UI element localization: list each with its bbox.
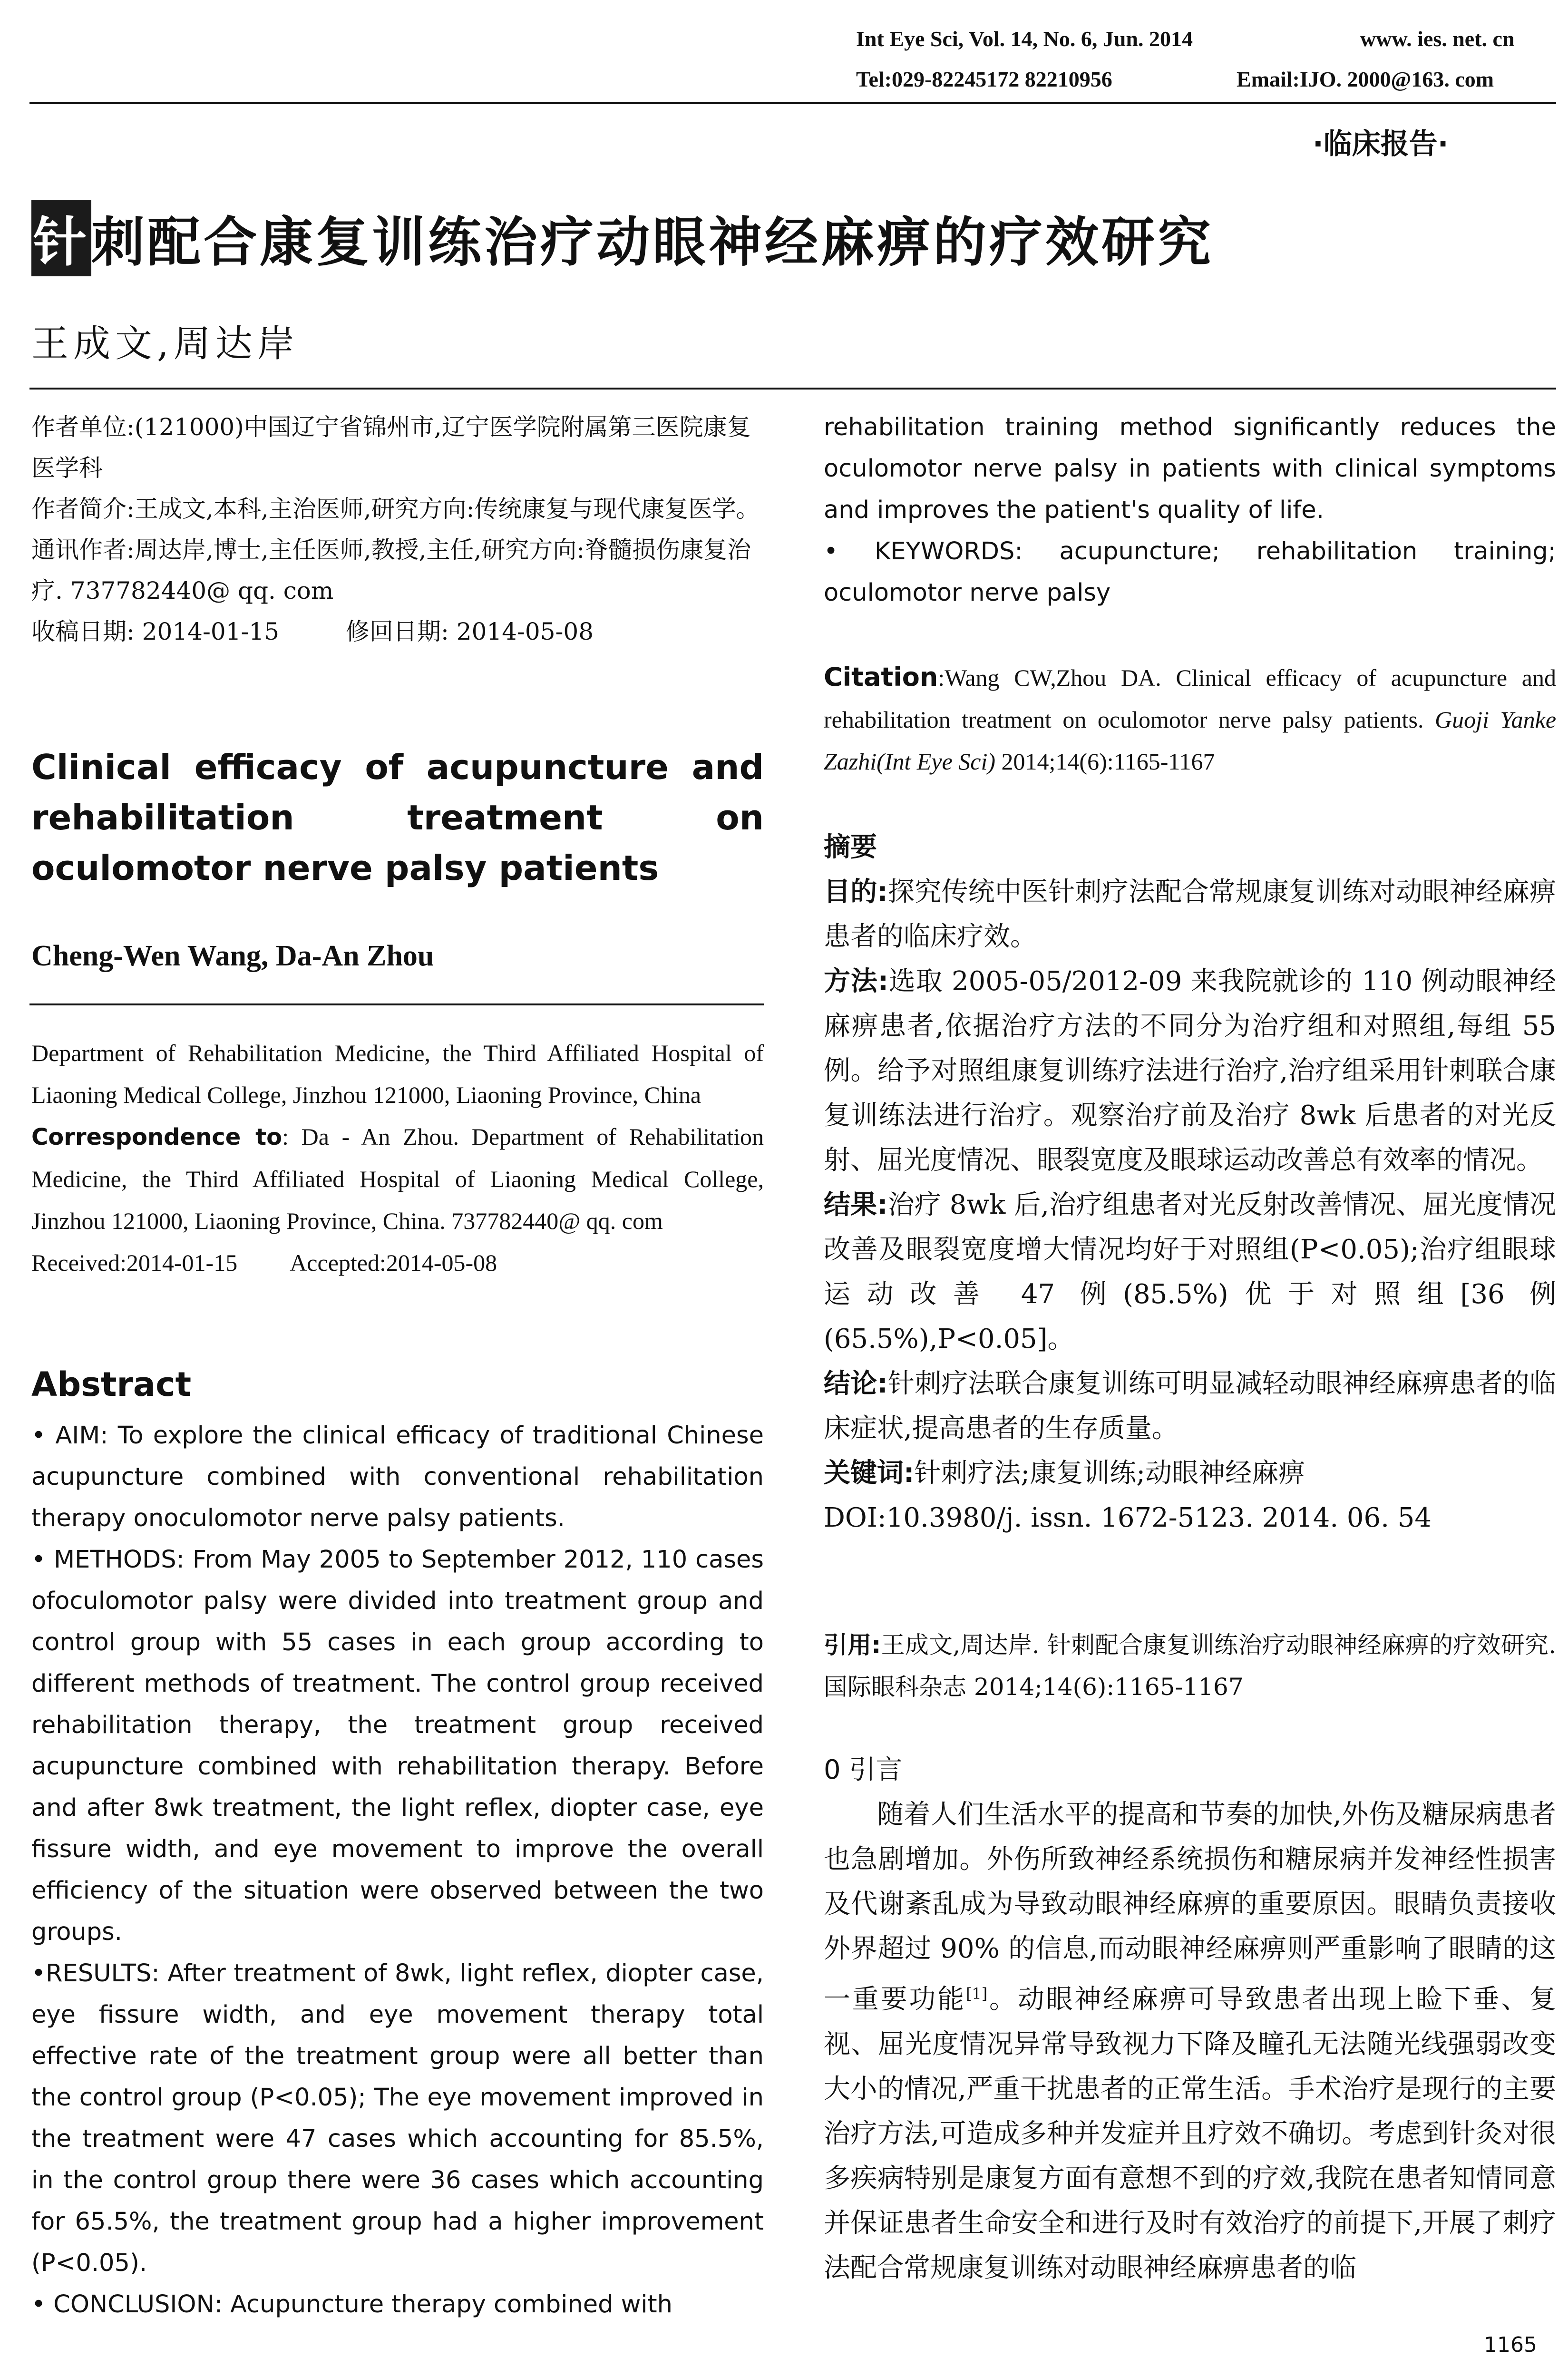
abstract-results: •RESULTS: After treatment of 8wk, light reflex, diopter case, eye fissure width, and eye movement therapy total effective rate of the treatment group were all better than the control group (P<0.05); The eye movement improved in the treatment were 47 cases which accounting for 85.5%, in the control group there were 36 cases which accounting for 65.5%, the treatment group had a higher improvement (P<0.05). — [31, 1959, 764, 2277]
results-label: 结果: — [824, 1189, 888, 1220]
citation-cn — [824, 1624, 1556, 1708]
page-title-cn — [31, 200, 1214, 276]
citation-label: Citation — [824, 662, 938, 692]
authors-en: Cheng-Wen Wang, Da-An Zhou — [31, 940, 434, 972]
correspondence-text: : Da - An Zhou. Department of Rehabilitation Medicine, the Third Affiliated Hospital of Liaoning Medical College, Jinzhou 121000, Liaoning Province, China. 737782440@ qq. com — [31, 1123, 764, 1234]
author-info-cn — [31, 407, 764, 652]
abstract-cn-heading: 摘要 — [824, 832, 877, 863]
abstract-heading: Abstract — [31, 1365, 192, 1404]
introduction — [824, 1748, 1556, 2290]
aim-label: 目的: — [824, 877, 888, 907]
keywords-text: 针刺疗法;康复训练;动眼神经麻痹 — [914, 1458, 1305, 1489]
abstract-conclusion-start: • CONCLUSION: Acupuncture therapy combined with — [31, 2290, 672, 2319]
intro-text-part2: 。动眼神经麻痹可导致患者出现上睑下垂、复视、屈光度情况异常导致视力下降及瞳孔无法随光线强弱改变大小的情况,严重干扰患者的正常生活。手术治疗是现行的主要治疗方法,可造成多种并发症并且疗效不确切。考虑到针灸对很多疾病特别是康复方面有意想不到的疗效,我院在患者知情同意并保证患者生命安全和进行及时有效治疗的前提下,开展了刺疗法配合常规康复训练对动眼神经麻痹患者的临 — [824, 1984, 1557, 2283]
dates-en — [31, 1242, 764, 1284]
methods-text: 选取 2005-05/2012-09 来我院就诊的 110 例动眼神经麻痹患者,依据治疗方法的不同分为治疗组和对照组,每组 55 例。给予对照组康复训练疗法进行治疗,治疗组采用针刺联合康复训练法进行治疗。观察治疗前及治疗 8wk 后患者的对光反射、屈光度情况、眼裂宽度及眼球运动改善总有效率的情况。 — [824, 966, 1556, 1176]
title-first-char: 针 — [31, 200, 91, 276]
conclusion-text: 针刺疗法联合康复训练可明显减轻动眼神经麻痹患者的临床症状,提高患者的生存质量。 — [824, 1368, 1556, 1444]
citation-cn-text: 王成文,周达岸. 针刺配合康复训练治疗动眼神经麻痹的疗效研究. 国际眼科杂志 2014;14(6):1165-1167 — [824, 1631, 1556, 1701]
results-text: 治疗 8wk 后,治疗组患者对光反射改善情况、屈光度情况改善及眼裂宽度增大情况均好于对照组(P<0.05);治疗组眼球运动改善 47 例(85.5%)优于对照组[36 例(65.5%),P<0.05]。 — [824, 1189, 1556, 1354]
citation-abbr: (Int Eye Sci) — [877, 748, 996, 775]
title-rest: 刺配合康复训练治疗动眼神经麻痹的疗效研究 — [91, 212, 1214, 273]
keywords-label: 关键词: — [824, 1458, 915, 1489]
intro-paragraph — [824, 1792, 1556, 2290]
journal-tel: Tel:029-82245172 82210956 — [856, 67, 1112, 91]
page-title-en: Clinical efficacy of acupuncture and rehabilitation treatment on oculomotor nerve palsy patients — [31, 747, 764, 888]
citation-volume: 2014;14(6):1165-1167 — [1001, 748, 1215, 775]
abstract-en-continued — [824, 407, 1556, 614]
dates-cn — [31, 611, 764, 652]
abstract-aim: • AIM: To explore the clinical efficacy of traditional Chinese acupuncture combined with conventional rehabilitation therapy onoculomotor nerve palsy patients. — [31, 1422, 764, 1532]
citation-journal: Guoji Yanke Zazhi — [824, 706, 1557, 775]
accepted-en: Accepted:2014-05-08 — [290, 1249, 497, 1276]
revised-cn: 修回日期: 2014-05-08 — [346, 618, 594, 645]
received-cn: 收稿日期: 2014-01-15 — [31, 618, 280, 645]
page-number: 1165 — [1484, 2333, 1537, 2357]
abstract-cn-keywords — [824, 1451, 1556, 1496]
abstract-conclusion-rest: rehabilitation training method significantly reduces the oculomotor nerve palsy in patients with clinical symptoms and improves the patient's quality of life. — [824, 413, 1556, 524]
abstract-cn-methods — [824, 959, 1556, 1183]
abstract-methods: • METHODS: From May 2005 to September 2012, 110 cases ofoculomotor palsy were divided into treatment group and control group with 55 cases in each group according to different methods of treatment. The control group received rehabilitation therapy, the treatment group received acupuncture combined with rehabilitation therapy. Before and after 8wk treatment, the light reflex, diopter case, eye fissure width, and eye movement to improve the overall efficiency of the situation were observed between the two groups. — [31, 1546, 764, 1946]
methods-label: 方法: — [824, 966, 888, 997]
affiliation: Department of Rehabilitation Medicine, the Third Affiliated Hospital of Liaoning Medical College, Jinzhou 121000, Liaoning Province, China — [31, 1040, 764, 1108]
authors-cn: 王成文,周达岸 — [31, 322, 299, 365]
citation-text: :Wang CW,Zhou DA. Clinical efficacy of acupuncture and rehabilitation treatment on oculomotor nerve palsy patients. — [824, 664, 1556, 733]
author-bio: 作者简介:王成文,本科,主治医师,研究方向:传统康复与现代康复医学。 — [31, 495, 760, 523]
abstract-keywords: • KEYWORDS: acupuncture; rehabilitation training; oculomotor nerve palsy — [824, 537, 1556, 607]
abstract-cn — [824, 825, 1556, 1540]
corresponding-author: 通讯作者:周达岸,博士,主任医师,教授,主任,研究方向:脊髓损伤康复治疗. 737782440@ qq. com — [31, 536, 751, 604]
section-tag: ·临床报告· — [1313, 127, 1449, 161]
citation-en — [824, 656, 1556, 782]
author-unit: 作者单位:(121000)中国辽宁省锦州市,辽宁医学院附属第三医院康复医学科 — [31, 413, 751, 482]
received-en: Received:2014-01-15 — [31, 1249, 238, 1276]
aim-text: 探究传统中医针刺疗法配合常规康复训练对动眼神经麻痹患者的临床疗效。 — [824, 877, 1556, 952]
journal-info: Int Eye Sci, Vol. 14, No. 6, Jun. 2014 — [856, 27, 1193, 51]
header-rule — [29, 102, 1556, 104]
journal-website: www. ies. net. cn — [1360, 27, 1515, 51]
correspondence-label: Correspondence to — [31, 1124, 282, 1150]
citation-cn-label: 引用: — [824, 1631, 881, 1659]
authors-rule — [29, 1003, 764, 1005]
intro-heading: 0 引言 — [824, 1754, 903, 1785]
abstract-cn-conclusion — [824, 1362, 1556, 1451]
journal-email: Email:IJO. 2000@163. com — [1237, 67, 1494, 91]
abstract-cn-aim — [824, 870, 1556, 959]
abstract-cn-results — [824, 1183, 1556, 1362]
intro-ref: [1] — [965, 1985, 988, 2003]
affiliation-block — [31, 1032, 764, 1284]
intro-text-part1: 随着人们生活水平的提高和节奏的加快,外伤及糖尿病患者也急剧增加。外伤所致神经系统损伤和糖尿病并发神经性损害及代谢紊乱成为导致动眼神经麻痹的重要原因。眼睛负责接收外界超过 90% 的信息,而动眼神经麻痹则严重影响了眼睛的这一重要功能 — [824, 1799, 1556, 2015]
doi: DOI:10.3980/j. issn. 1672-5123. 2014. 06. 54 — [824, 1502, 1432, 1533]
title-rule — [29, 388, 1556, 390]
conclusion-label: 结论: — [824, 1368, 888, 1399]
correspondence — [31, 1116, 764, 1242]
abstract-en — [31, 1415, 764, 2325]
